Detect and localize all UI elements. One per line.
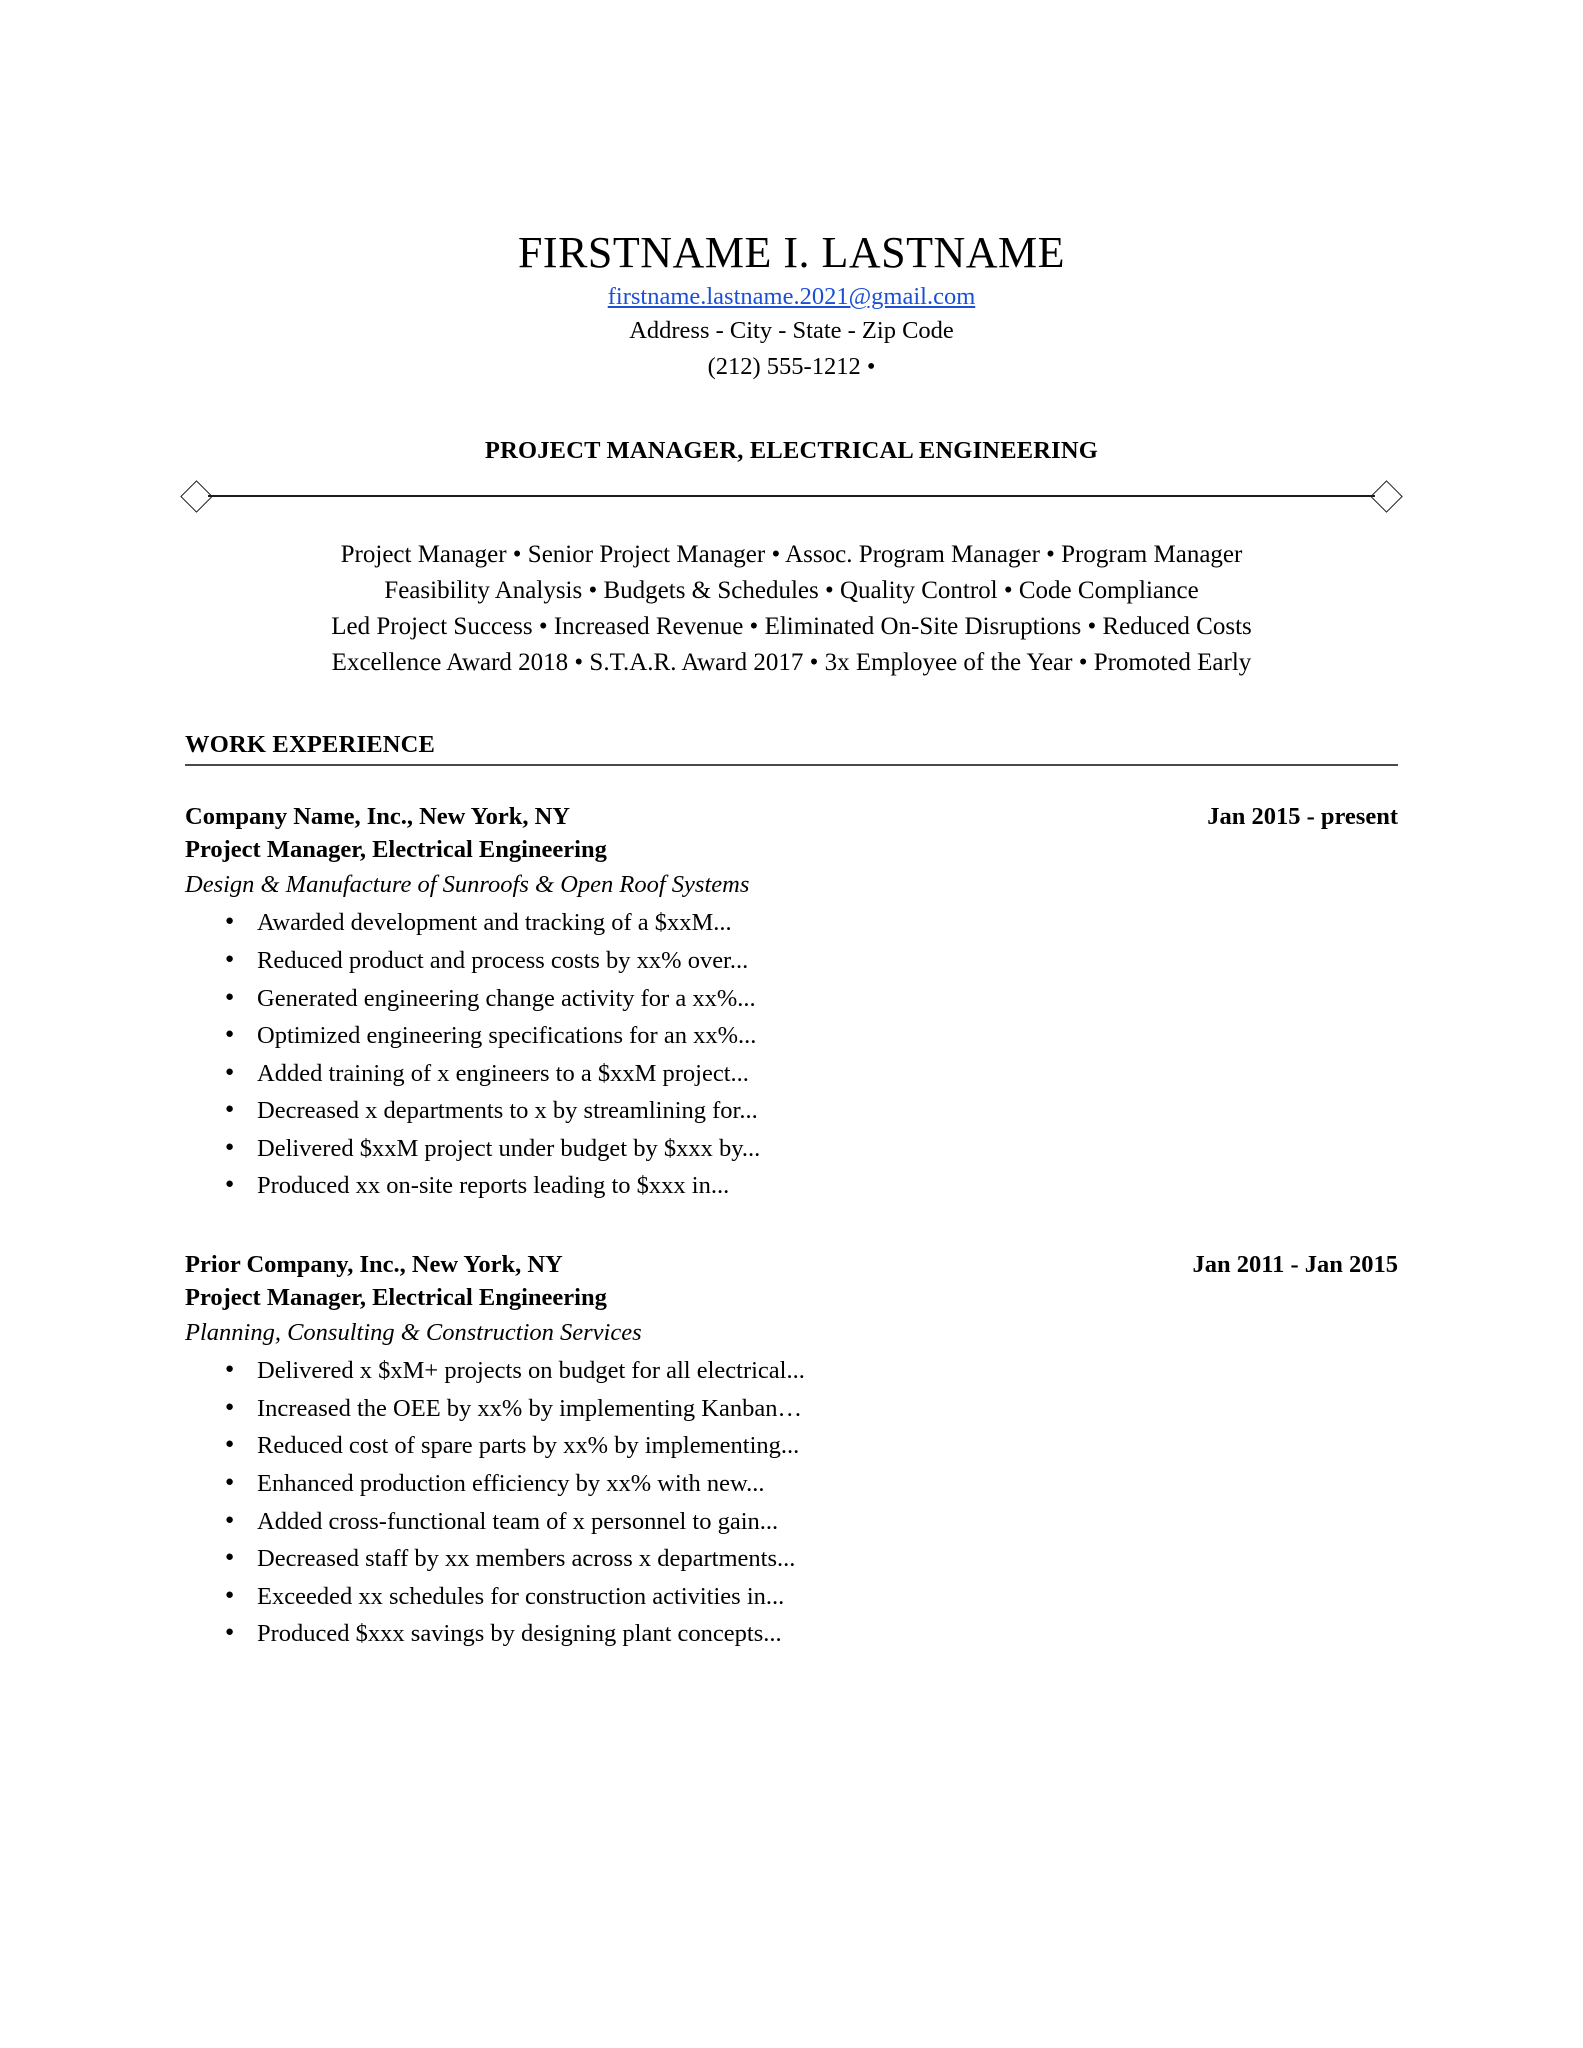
- job-company: Prior Company, Inc., New York, NY: [185, 1251, 563, 1279]
- job-bullet-list: [185, 907, 1398, 1202]
- summary-block: [185, 537, 1398, 681]
- list-item: ● Optimized engineering specifications for an xx%...: [185, 1020, 1398, 1052]
- summary-line: Excellence Award 2018 • S.T.A.R. Award 2017 • 3x Employee of the Year • Promoted Early: [331, 649, 1252, 677]
- address-line: Address - City - State - Zip Code: [629, 316, 954, 344]
- list-item: ● Delivered x $xM+ projects on budget for all electrical...: [185, 1355, 1398, 1387]
- job-dates: Jan 2015 - present: [1207, 803, 1398, 831]
- list-item: ● Enhanced production efficiency by xx% with new...: [185, 1468, 1398, 1500]
- divider-bar: [208, 495, 1375, 497]
- job-bullet-list: [185, 1355, 1398, 1650]
- job-entry: [185, 802, 1398, 1202]
- job-role: Project Manager, Electrical Engineering: [185, 1283, 607, 1311]
- email-link[interactable]: firstname.lastname.2021@gmail.com: [607, 283, 976, 311]
- list-item: ● Produced xx on-site reports leading to $xxx in...: [185, 1170, 1398, 1202]
- section-divider: [185, 764, 1398, 766]
- list-item: ● Added training of x engineers to a $xxM project...: [185, 1058, 1398, 1090]
- list-item: ● Decreased staff by xx members across x departments...: [185, 1543, 1398, 1575]
- list-item: ● Increased the OEE by xx% by implementing Kanban…: [185, 1393, 1398, 1425]
- work-experience-section: [185, 731, 1398, 1650]
- list-item: ● Awarded development and tracking of a $xxM...: [185, 907, 1398, 939]
- list-item: ● Generated engineering change activity for a xx%...: [185, 983, 1398, 1015]
- job-header: [185, 1250, 1398, 1281]
- job-description: Design & Manufacture of Sunroofs & Open Roof Systems: [185, 871, 750, 899]
- job-header: [185, 802, 1398, 833]
- job-dates: Jan 2011 - Jan 2015: [1192, 1251, 1398, 1279]
- list-item: ● Delivered $xxM project under budget by $xxx by...: [185, 1133, 1398, 1165]
- list-item: ● Added cross-functional team of x personnel to gain...: [185, 1506, 1398, 1538]
- job-company: Company Name, Inc., New York, NY: [185, 803, 570, 831]
- diamond-left-icon: [180, 480, 213, 513]
- section-heading: WORK EXPERIENCE: [185, 731, 436, 759]
- page-title: FIRSTNAME I. LASTNAME: [517, 228, 1066, 277]
- list-item: ● Exceeded xx schedules for construction activities in...: [185, 1581, 1398, 1613]
- list-item: ● Reduced product and process costs by xx% over...: [185, 945, 1398, 977]
- target-title: PROJECT MANAGER, ELECTRICAL ENGINEERING: [484, 437, 1099, 465]
- diamond-right-icon: [1370, 480, 1403, 513]
- summary-line: Project Manager • Senior Project Manager • Assoc. Program Manager • Program Manager: [340, 541, 1243, 569]
- list-item: ● Reduced cost of spare parts by xx% by implementing...: [185, 1430, 1398, 1462]
- job-description: Planning, Consulting & Construction Services: [185, 1319, 642, 1347]
- email-line: [185, 282, 1398, 311]
- list-item: ● Produced $xxx savings by designing plant concepts...: [185, 1618, 1398, 1650]
- diamond-divider: [185, 479, 1398, 513]
- resume-header: [185, 0, 1398, 385]
- job-entry: [185, 1250, 1398, 1650]
- phone-line: (212) 555-1212 •: [707, 353, 876, 381]
- summary-line: Feasibility Analysis • Budgets & Schedules • Quality Control • Code Compliance: [384, 577, 1199, 605]
- summary-line: Led Project Success • Increased Revenue • Eliminated On-Site Disruptions • Reduced Costs: [331, 613, 1252, 641]
- job-role: Project Manager, Electrical Engineering: [185, 835, 607, 863]
- list-item: ● Decreased x departments to x by streamlining for...: [185, 1095, 1398, 1127]
